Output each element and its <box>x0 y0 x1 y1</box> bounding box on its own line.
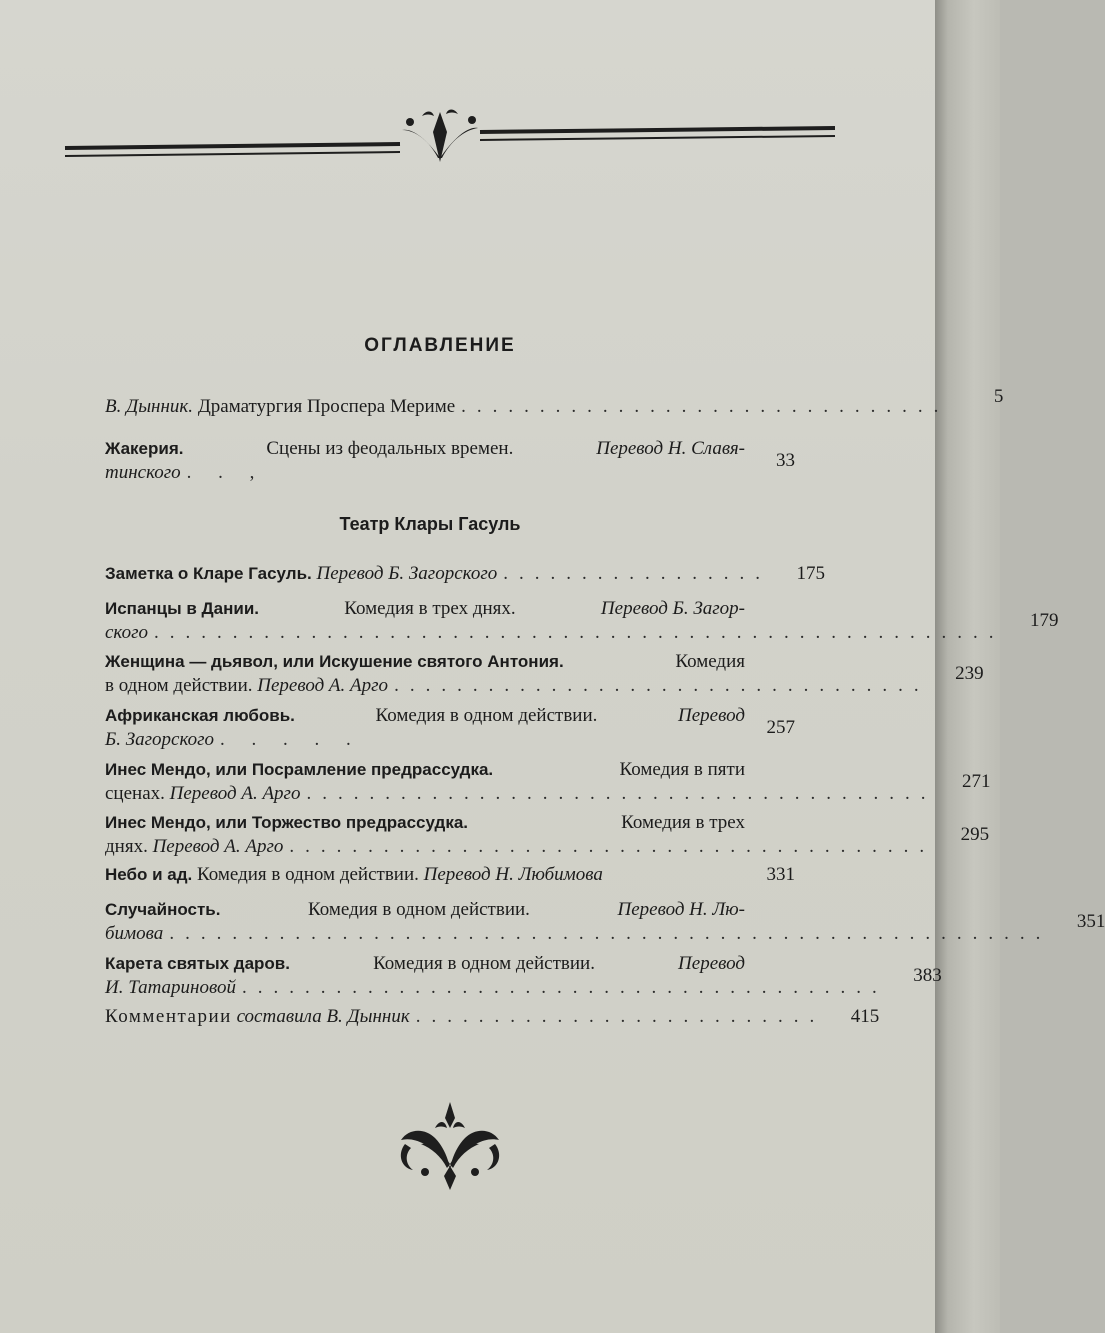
entry-subtitle-cont: в одном действии. <box>105 675 253 696</box>
entry-translator: Перевод Б. Загор- <box>600 598 745 619</box>
entry-title: Испанцы в Дании. <box>105 599 259 618</box>
leader-dots: ................. <box>503 563 771 584</box>
entry-line <box>105 1005 880 1029</box>
entry-title: Инес Мендо, или Торжество предрассудка. <box>105 813 469 832</box>
entry-line <box>105 771 991 806</box>
leader-dots: ......................................... <box>241 977 888 998</box>
entry-translator: Перевод А. Арго <box>257 675 389 696</box>
entry-line <box>105 717 795 752</box>
section-title: Театр Клары Гасуль <box>339 514 521 534</box>
bottom-ornament <box>395 1098 505 1198</box>
leader-dots: . . , <box>186 462 266 483</box>
entry-line <box>105 952 745 976</box>
entry-subtitle: Сцены из феодальных времен. <box>266 438 514 459</box>
entry-line <box>105 597 745 621</box>
leader-dots: ........................................ <box>306 783 937 804</box>
entry-subtitle: Комедия в пяти <box>619 759 745 780</box>
leader-dots: ......................................... <box>289 836 936 857</box>
entry-title: Инес Мендо, или Посрамление предрассудка. <box>105 760 494 779</box>
entry-translator-cont: тинского <box>105 462 181 483</box>
entry-title: Африканская любовь. <box>105 706 295 725</box>
leader-dots: ........................................................ <box>169 923 1052 944</box>
toc-entry <box>105 704 795 752</box>
toc-entry <box>105 811 990 859</box>
entry-subtitle: Комедия в одном действии. <box>375 705 598 726</box>
entry-page: 239 <box>955 663 984 684</box>
entry-line <box>105 386 1004 419</box>
toc-entry <box>105 650 984 698</box>
entry-translator: Перевод <box>678 953 745 974</box>
entry-line <box>105 965 942 1000</box>
entry-page: 179 <box>1030 610 1059 631</box>
entry-title: Случайность. <box>105 900 221 919</box>
entry-line <box>105 663 984 698</box>
entry-title: Жакерия. <box>105 439 184 458</box>
toc-entry <box>105 1005 880 1029</box>
top-ornament-rule <box>60 108 840 172</box>
entry-translator-cont: бимова <box>105 923 164 944</box>
entry-translator-cont: И. Татариновой <box>105 977 236 998</box>
leader-dots: .......................... <box>415 1006 826 1027</box>
entry-subtitle: Комедия в трех днях. <box>344 598 516 619</box>
toc-title: ОГЛАВЛЕНИЕ <box>364 335 516 356</box>
entry-page: 383 <box>913 965 942 986</box>
entry-subtitle: Комедия в трех <box>621 812 745 833</box>
entry-title: Заметка о Кларе Гасуль. <box>105 564 312 583</box>
entry-title: Женщина — дьявол, или Искушение святого Антония. <box>105 652 564 671</box>
entry-line <box>105 863 795 887</box>
entry-translator: Перевод Н. Любимова <box>423 864 603 885</box>
entry-page: 257 <box>766 717 795 738</box>
toc-entry <box>105 437 795 485</box>
entry-subtitle: Комедия <box>675 651 745 672</box>
toc-entry <box>105 386 1004 419</box>
entry-page: 415 <box>850 1006 880 1027</box>
entry-subtitle: Комедия в одном действии. <box>373 953 595 974</box>
entry-line <box>105 437 745 461</box>
entry-translator: Перевод Н. Лю- <box>617 899 745 920</box>
entry-title: Карета святых даров. <box>105 954 290 973</box>
entry-subtitle-cont: днях. <box>105 836 148 857</box>
entry-translator: Перевод А. Арго <box>152 836 284 857</box>
entry-page: 351 <box>1076 911 1105 932</box>
toc-entry <box>105 952 942 1000</box>
entry-line <box>105 911 1105 946</box>
entry-line <box>105 562 825 586</box>
entry-translator: Перевод А. Арго <box>169 783 301 804</box>
entry-line <box>105 650 745 674</box>
entry-title: Небо и ад. <box>105 865 193 884</box>
entry-page: 331 <box>766 864 795 885</box>
toc-entry <box>105 562 825 586</box>
entry-page: 33 <box>776 450 795 471</box>
toc-entry <box>105 863 795 887</box>
entry-subtitle: Комедия в одном действии. <box>308 899 530 920</box>
entry-page: 271 <box>961 771 991 792</box>
entry-line <box>105 824 990 859</box>
entry-line <box>105 898 745 922</box>
entry-title: Комментарии <box>105 1006 232 1027</box>
toc-entry <box>105 597 1059 645</box>
entry-page: 175 <box>796 563 825 584</box>
leader-dots: . . . . . <box>220 729 362 750</box>
entry-title: Драматургия Проспера Мериме <box>197 396 456 417</box>
entry-line <box>105 811 745 835</box>
entry-line <box>105 450 795 485</box>
entry-line <box>105 758 745 782</box>
entry-author: В. Дынник. <box>105 396 194 417</box>
leader-dots: .................................. <box>394 675 930 696</box>
entry-compiler: составила В. Дынник <box>236 1006 410 1027</box>
entry-line <box>105 704 745 728</box>
entry-translator-cont: Б. Загорского <box>105 729 215 750</box>
entry-subtitle: Комедия в одном действии. <box>197 864 419 885</box>
entry-page: 295 <box>960 824 990 845</box>
leader-dots: ............................... <box>461 396 950 417</box>
toc-entry <box>105 758 991 806</box>
entry-translator: Перевод <box>678 705 745 726</box>
entry-translator-cont: ского <box>105 622 149 643</box>
entry-subtitle-cont: сценах. <box>105 783 165 804</box>
entry-translator: Перевод Б. Загорского <box>316 563 498 584</box>
entry-line <box>105 610 1059 645</box>
entry-page: 5 <box>993 386 1004 407</box>
toc-entry <box>105 898 1105 946</box>
entry-translator: Перевод Н. Славя- <box>596 438 745 459</box>
leader-dots: ...................................................... <box>154 622 1005 643</box>
